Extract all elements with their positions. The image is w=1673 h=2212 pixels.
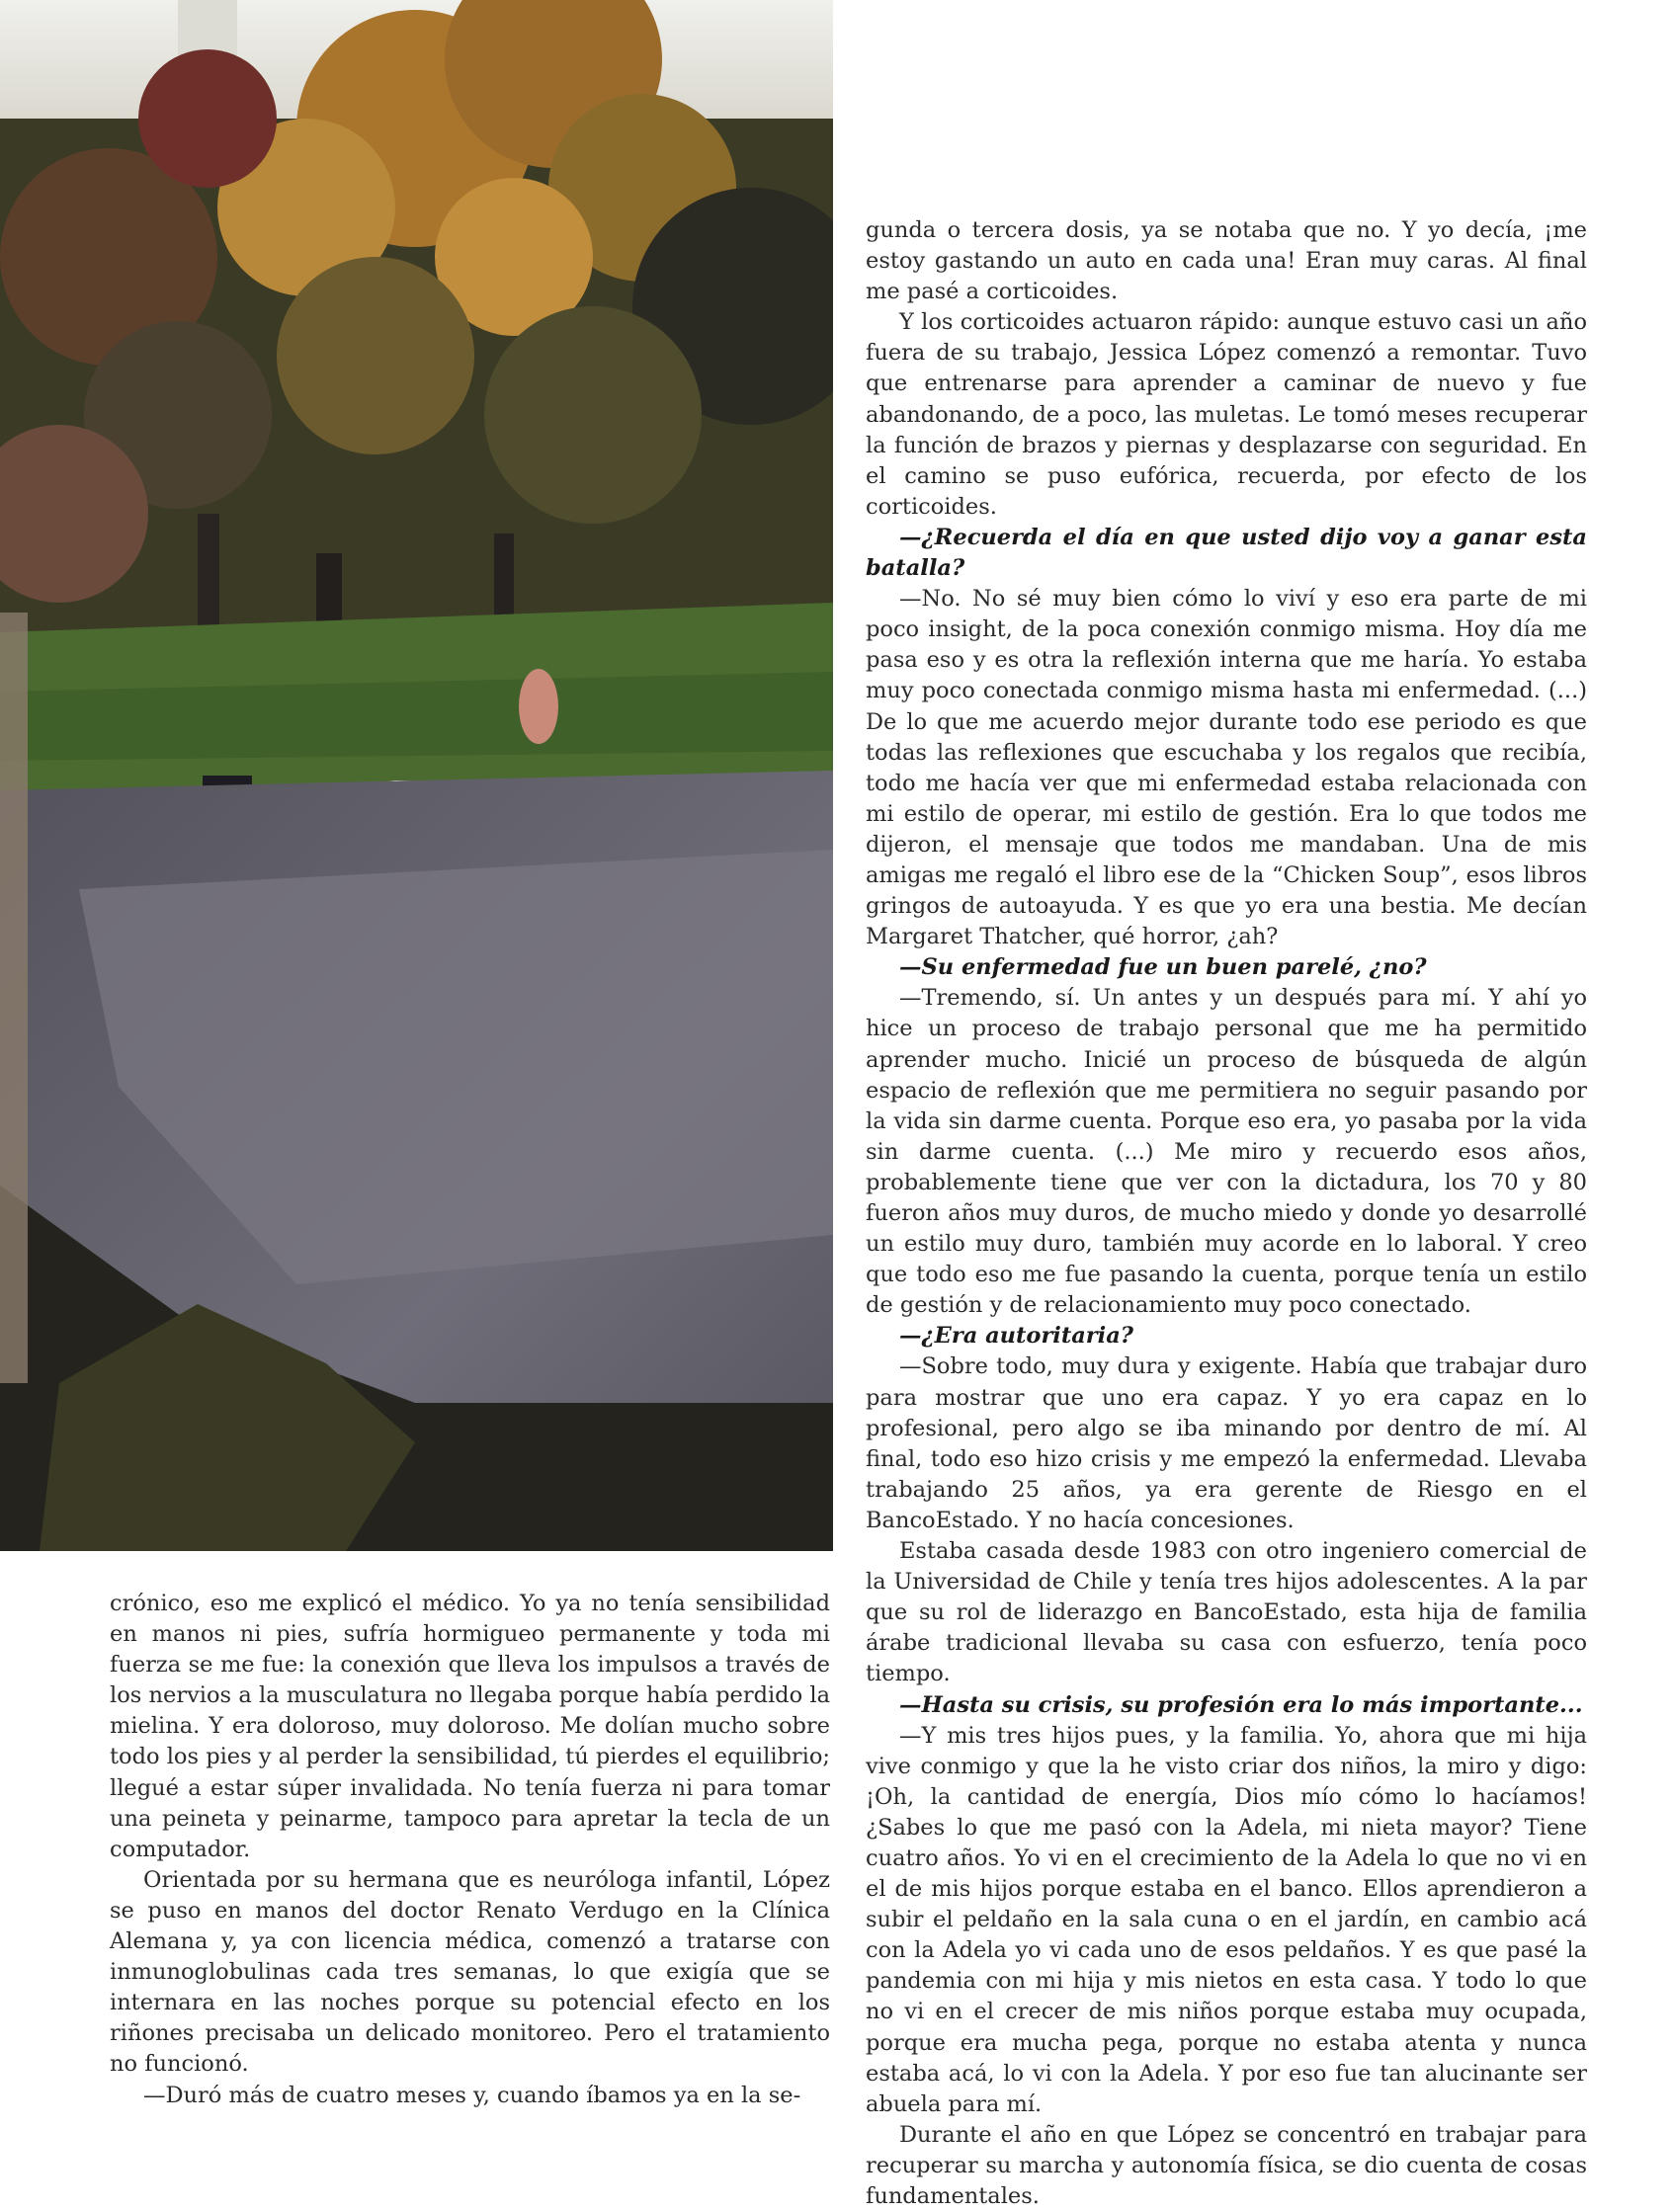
park-photo <box>0 0 833 1551</box>
pink-figure <box>519 669 558 744</box>
interview-question: —¿Recuerda el día en que usted dijo voy a ganar esta batalla? <box>866 524 1587 582</box>
paragraph: crónico, eso me explicó el médico. Yo ya no tenía sensibilidad en manos ni pies, sufría hormigueo permanente y toda mi fuerza se me fue: la conexión que lleva los impulsos a través de los nervios a la musculatura no llegaba porque había perdido la mielina. Y era doloroso, muy doloroso. Me dolían mucho sobre todo los pies y al perder la sensibilidad, tú pierdes el equilibrio; llegué a estar súper invalidada. No tenía fuerza ni para tomar una peineta y peinarme, tampoco para apretar la tecla de un computador. <box>110 1591 830 1862</box>
interview-question: —Su enfermedad fue un buen parelé, ¿no? <box>899 954 1427 981</box>
paragraph: Estaba casada desde 1983 con otro ingeniero comercial de la Universidad de Chile y tenía tres hijos adolescentes. A la par que su rol de liderazgo en BancoEstado, esta hija de familia árabe tradicional llevaba su casa con esfuerzo, tenía poco tiempo. <box>866 1538 1587 1687</box>
paragraph: Y los corticoides actuaron rápido: aunque estuvo casi un año fuera de su trabajo, Jessica López comenzó a remontar. Tuvo que entrenarse para aprender a caminar de nuevo y fue abandonando, de a poco, las muletas. Le tomó meses recuperar la función de brazos y piernas y desplazarse con seguridad. En el camino se puso eufórica, recuerda, por efecto de los corticoides. <box>866 309 1587 520</box>
left-figure-edge <box>0 613 28 1383</box>
paragraph: —Sobre todo, muy dura y exigente. Había que trabajar duro para mostrar que uno era capaz. Y yo era capaz en lo profesional, pero algo se iba minando por dentro de mí. Al final, todo eso hizo crisis y me empezó la enfermedad. Llevaba trabajando 25 años, ya era gerente de Riesgo en el BancoEstado. Y no hacía concesiones. <box>866 1353 1587 1533</box>
paragraph: Orientada por su hermana que es neuróloga infantil, López se puso en manos del doctor Renato Verdugo en la Clínica Alemana y, ya con licencia médica, comenzó a tratarse con inmunoglobulinas cada tres semanas, lo que exigía que se internara en las noches porque su potencial efecto en los riñones precisaba un delicado monitoreo. Pero el tratamiento no funcionó. <box>110 1866 830 2078</box>
paragraph: —Duró más de cuatro meses y, cuando íbamos ya en la se- <box>143 2082 801 2108</box>
interview-question: —Hasta su crisis, su profesión era lo más importante... <box>899 1691 1583 1718</box>
interview-question: —¿Era autoritaria? <box>899 1323 1133 1350</box>
paragraph: gunda o tercera dosis, ya se notaba que no. Y yo decía, ¡me estoy gastando un auto en cada una! Eran muy caras. Al final me pasé a corticoides. <box>866 217 1587 305</box>
paragraph: —No. No sé muy bien cómo lo viví y eso era parte de mi poco insight, de la poca conexión conmigo misma. Hoy día me pasa eso y es otra la reflexión interna que me haría. Yo estaba muy poco conectada conmigo misma hasta mi enfermedad. (...) De lo que me acuerdo mejor durante todo ese periodo es que todas las reflexiones que escuchaba y los regalos que recibía, todo me hacía ver que mi enfermedad estaba relacionada con mi estilo de operar, mi estilo de gestión. Era lo que todos me dijeron, el mensaje que todos me mandaban. Una de mis amigas me regaló el libro ese de la “Chicken Soup”, esos libros gringos de autoayuda. Y es que yo era una bestia. Me decían Margaret Thatcher, qué horror, ¿ah? <box>866 586 1587 950</box>
article-column-right <box>866 215 1587 2212</box>
paragraph: —Tremendo, sí. Un antes y un después para mí. Y ahí yo hice un proceso de trabajo personal que me ha permitido aprender mucho. Inicié un proceso de búsqueda de algún espacio de reflexión que me permitiera no seguir pasando por la vida sin darme cuenta. Porque eso era, yo pasaba por la vida sin darme cuenta. (...) Me miro y recuerdo esos años, probablemente tiene que ver con la dictadura, los 70 y 80 fueron años muy duros, de mucho miedo y donde yo desarrollé un estilo muy duro, también muy acorde en lo laboral. Y creo que todo eso me fue pasando la cuenta, porque tenía un estilo de gestión y de relacionamiento muy poco conectado. <box>866 985 1587 1319</box>
paragraph: Durante el año en que López se concentró en trabajar para recuperar su marcha y autonomía física, se dio cuenta de cosas fundamentales. <box>866 2121 1587 2209</box>
article-column-left <box>110 1589 830 2111</box>
paragraph: —Y mis tres hijos pues, y la familia. Yo, ahora que mi hija vive conmigo y que la he visto criar dos niños, la miro y digo: ¡Oh, la cantidad de energía, Dios mío cómo lo hacíamos! ¿Sabes lo que me pasó con la Adela, mi nieta mayor? Tiene cuatro años. Yo vi en el crecimiento de la Adela lo que no vi en el de mis hijos porque estaba en el banco. Ellos aprendieron a subir el peldaño en la sala cuna o en el jardín, en cambio acá con la Adela yo vi cada uno de esos peldaños. Y es que pasé la pandemia con mi hija y mis nietos en esta casa. Y todo lo que no vi en el crecer de mis niños porque estaba muy ocupada, porque era mucha pega, porque no estaba atenta y nunca estaba acá, lo vi con la Adela. Y por eso fue tan alucinante ser abuela para mí. <box>866 1722 1587 2117</box>
